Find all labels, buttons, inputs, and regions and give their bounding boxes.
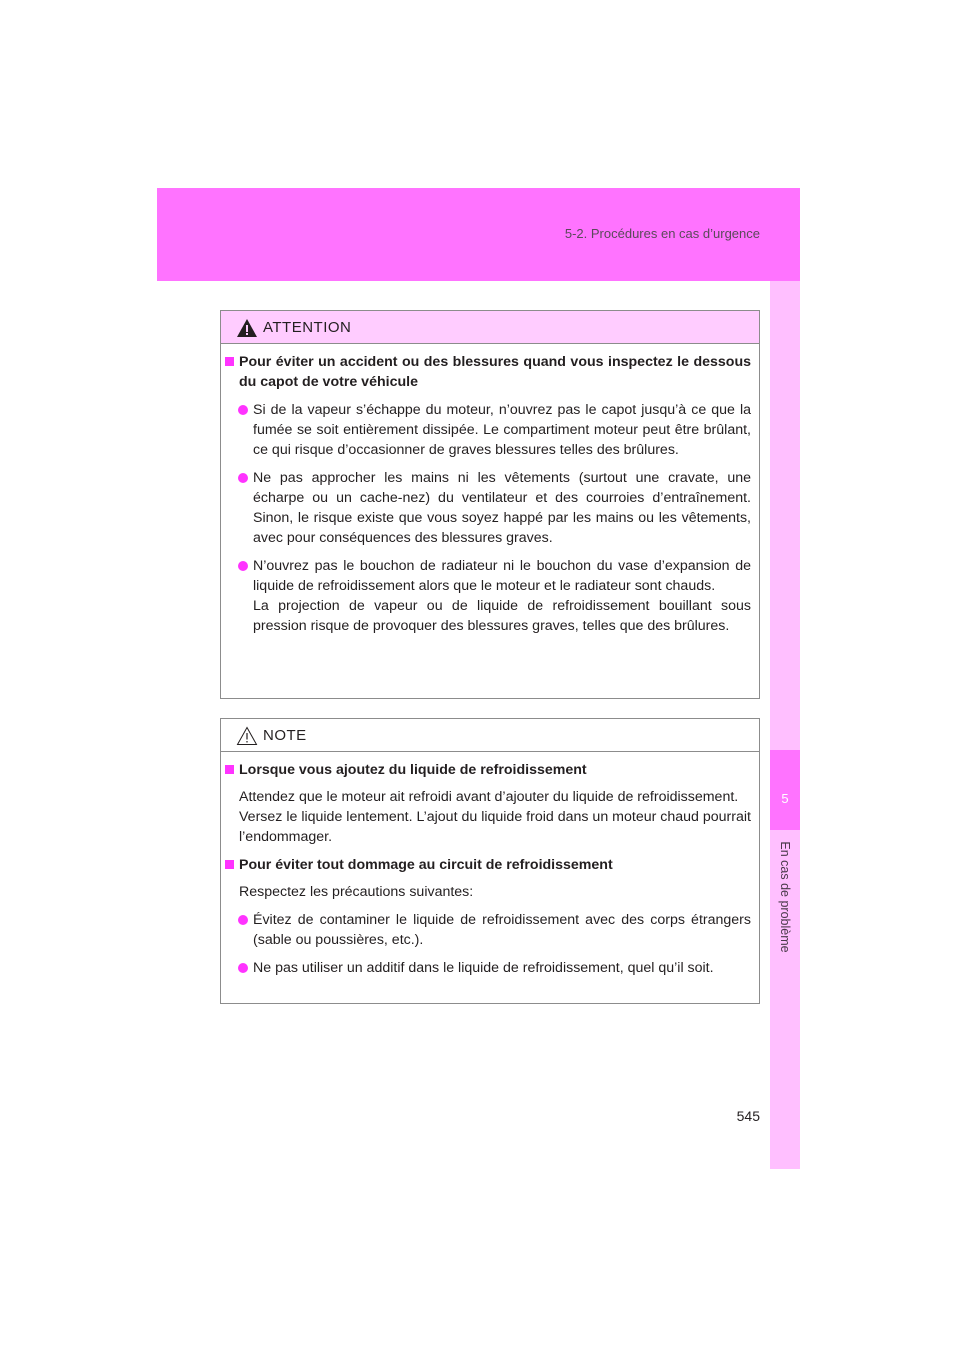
attention-title-text: Pour éviter un accident ou des blessures quand vous inspectez le dessous du capot de votre véhicule — [239, 354, 751, 390]
square-bullet-icon — [225, 765, 234, 774]
caution-outline-icon — [236, 726, 258, 746]
dot-bullet-icon — [238, 561, 248, 571]
list-item-text: Si de la vapeur s’échappe du moteur, n’ouvrez pas le capot jusqu’à ce que la fumée se soit entièrement dissipée. Le compartiment moteur peut être brûlant, ce qui risque d’occasionner de graves blessures telles des brûlures. — [253, 402, 751, 458]
list-item — [224, 400, 751, 460]
note-section-title — [224, 760, 751, 780]
attention-label: ATTENTION — [263, 319, 352, 336]
dot-bullet-icon — [238, 963, 248, 973]
dot-bullet-icon — [238, 473, 248, 483]
note-body — [221, 752, 759, 978]
list-item — [224, 910, 751, 950]
note-section-title-text: Pour éviter tout dommage au circuit de refroidissement — [239, 857, 613, 873]
note-section-title-text: Lorsque vous ajoutez du liquide de refroidissement — [239, 762, 587, 778]
page-number: 545 — [736, 1108, 760, 1124]
dot-bullet-icon — [238, 915, 248, 925]
list-item — [224, 468, 751, 548]
side-tab — [770, 281, 800, 1169]
note-section-title — [224, 855, 751, 875]
square-bullet-icon — [225, 357, 234, 366]
attention-box — [220, 310, 760, 699]
list-item-text: Ne pas approcher les mains ni les vêtements (surtout une cravate, une écharpe ou un cache-nez) du ventilateur et des courroies d’entraînement. Sinon, le risque existe que vous soyez happé par les mains ou les vêtements, avec pour conséquences des blessures graves. — [253, 470, 751, 546]
chapter-title — [770, 842, 800, 952]
chapter-number: 5 — [781, 791, 789, 806]
paragraph-text: Attendez que le moteur ait refroidi avant d’ajouter du liquide de refroidissement. — [239, 789, 739, 805]
list-item-text: Ne pas utiliser un additif dans le liquide de refroidissement, quel qu’il soit. — [253, 960, 714, 976]
chapter-title-text: En cas de problème — [778, 841, 792, 953]
list-item-text: N’ouvrez pas le bouchon de radiateur ni le bouchon du vase d’expansion de liquide de refroidissement alors que le moteur et le radiateur sont chauds. — [253, 558, 751, 594]
paragraph-text: Versez le liquide lentement. L’ajout du liquide froid dans un moteur chaud pourrait l’endommager. — [239, 809, 751, 845]
chapter-block — [770, 750, 800, 830]
note-paragraph: Respectez les précautions suivantes: — [239, 884, 474, 900]
note-label: NOTE — [263, 727, 307, 744]
note-header — [221, 719, 759, 752]
header-band — [157, 188, 800, 281]
square-bullet-icon — [225, 860, 234, 869]
warning-icon — [236, 318, 258, 338]
note-paragraph — [224, 787, 751, 847]
dot-bullet-icon — [238, 405, 248, 415]
list-item-text: Évitez de contaminer le liquide de refroidissement avec des corps étrangers (sable ou poussières, etc.). — [253, 912, 751, 948]
note-box — [220, 718, 760, 1004]
attention-title — [224, 352, 751, 392]
list-item-continuation: La projection de vapeur ou de liquide de refroidissement bouillant sous pression risque de provoquer des blessures graves, telles que des brûlures. — [253, 598, 751, 634]
list-item — [224, 958, 751, 978]
list-item — [224, 556, 751, 636]
attention-header — [221, 311, 759, 344]
section-title: 5-2. Procédures en cas d’urgence — [564, 226, 760, 241]
attention-body — [221, 344, 759, 636]
